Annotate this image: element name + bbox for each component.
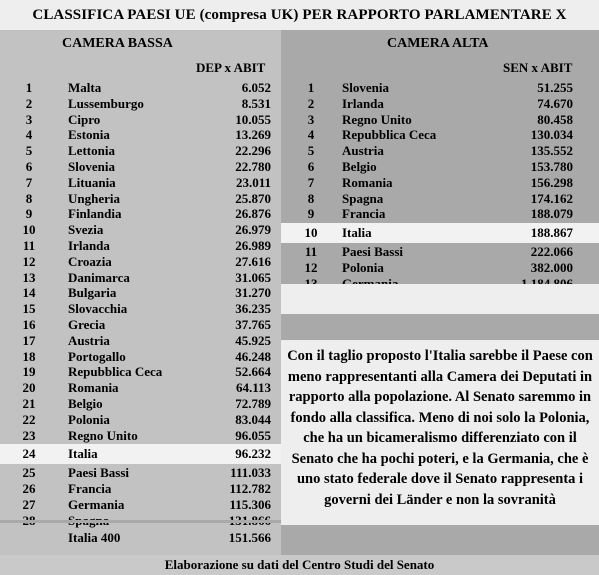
country-cell: Estonia bbox=[68, 127, 110, 143]
table-row bbox=[0, 80, 281, 96]
table-row bbox=[0, 333, 281, 349]
country-cell: Bulgaria bbox=[68, 285, 117, 301]
ratio-cell: 25.870 bbox=[235, 190, 271, 206]
note-text: Con il taglio proposto l'Italia sarebbe il Paese con meno rappresentanti alla Camera dei Deputati in rapporto alla popolazione. Al Senato saremmo in fondo alla classifica. Meno di noi solo la Polonia, che ha un bicameralismo differenziato con il Senato che ha pochi poteri, e la Germania, che è uno stato federale dove il Senato rappresenta i governi dei Länder e non la sovranità bbox=[287, 348, 593, 508]
ratio-cell: 111.033 bbox=[230, 465, 271, 481]
table-row bbox=[0, 143, 281, 159]
divider bbox=[0, 520, 281, 523]
ratio-cell: 96.055 bbox=[235, 427, 271, 443]
ratio-cell: 46.248 bbox=[235, 348, 271, 364]
country-cell: Regno Unito bbox=[342, 111, 412, 127]
ratio-cell: 222.066 bbox=[530, 244, 573, 259]
country-cell: Lussemburgo bbox=[68, 95, 144, 111]
country-cell: Svezia bbox=[68, 222, 104, 238]
rank-cell: 6 bbox=[25, 159, 33, 174]
ratio-cell: 96.232 bbox=[235, 446, 271, 462]
country-cell: Austria bbox=[342, 143, 384, 159]
ratio-cell: 31.270 bbox=[235, 285, 271, 301]
ratio-cell: 8.531 bbox=[241, 95, 271, 111]
country-cell: Danimarca bbox=[68, 269, 130, 285]
rank-cell: 1 bbox=[307, 80, 315, 95]
country-cell: Germania bbox=[68, 496, 125, 512]
rank-cell: 8 bbox=[307, 190, 315, 206]
rank-cell: 25 bbox=[22, 465, 36, 481]
ratio-cell: 72.789 bbox=[235, 396, 271, 411]
rank-cell: 4 bbox=[307, 127, 315, 143]
country-cell: Francia bbox=[342, 206, 386, 222]
country-cell: Irlanda bbox=[342, 95, 384, 111]
table-row bbox=[281, 260, 599, 276]
ratio-cell: 6.052 bbox=[241, 80, 271, 95]
table-row bbox=[281, 96, 599, 112]
table-row bbox=[0, 238, 281, 254]
country-cell: Slovacchia bbox=[68, 301, 128, 317]
country-cell: Francia bbox=[68, 481, 112, 496]
rank-cell: 11 bbox=[22, 238, 36, 253]
ratio-cell: 52.664 bbox=[235, 364, 271, 380]
table-row bbox=[0, 428, 281, 444]
ratio-cell: 26.979 bbox=[235, 222, 271, 238]
rank-cell: 18 bbox=[22, 348, 36, 364]
table-row bbox=[0, 465, 281, 481]
country-cell: Paesi Bassi bbox=[342, 244, 404, 259]
bottom-right-block bbox=[281, 525, 599, 555]
country-cell: Irlanda bbox=[68, 238, 110, 253]
country-cell: Belgio bbox=[68, 396, 103, 411]
country-cell: Italia bbox=[342, 225, 372, 241]
sen-x-abit-header: SEN x ABIT bbox=[503, 60, 573, 75]
rank-cell: 6 bbox=[307, 159, 315, 174]
country-cell: Spagna bbox=[342, 190, 384, 206]
country-cell: Repubblica Ceca bbox=[68, 364, 163, 380]
rank-cell: 13 bbox=[22, 269, 36, 285]
country-cell: Portogallo bbox=[68, 348, 126, 364]
rank-cell: 26 bbox=[22, 481, 36, 496]
camera-alta-panel bbox=[281, 30, 599, 287]
table-row bbox=[0, 481, 281, 497]
table-row bbox=[0, 444, 281, 464]
country-cell: Romania bbox=[342, 174, 393, 190]
ratio-cell: 115.306 bbox=[229, 496, 271, 512]
table-row bbox=[0, 112, 281, 128]
rank-cell: 12 bbox=[304, 259, 318, 275]
table-row bbox=[281, 159, 599, 175]
rank-cell: 20 bbox=[22, 380, 36, 396]
rank-cell: 7 bbox=[307, 174, 315, 190]
table-row bbox=[0, 301, 281, 317]
rank-cell: 14 bbox=[22, 285, 36, 301]
country-cell: Austria bbox=[68, 332, 110, 348]
ratio-cell: 74.670 bbox=[537, 95, 573, 111]
rank-cell: 5 bbox=[307, 143, 315, 159]
table-row bbox=[281, 112, 599, 128]
table-row bbox=[0, 175, 281, 191]
source-footer: Elaborazione su dati del Centro Studi del Senato bbox=[0, 555, 599, 575]
rank-cell: 27 bbox=[22, 496, 36, 512]
italia-proposal-row bbox=[0, 530, 281, 546]
country-cell: Repubblica Ceca bbox=[342, 127, 437, 143]
ratio-cell: 156.298 bbox=[530, 174, 573, 190]
table-row bbox=[0, 285, 281, 301]
rank-cell: 1 bbox=[25, 80, 33, 95]
table-row bbox=[0, 270, 281, 286]
rank-cell: 12 bbox=[22, 253, 36, 269]
table-row bbox=[281, 223, 599, 243]
camera-bassa-heading: CAMERA BASSA bbox=[62, 36, 173, 51]
camera-bassa-panel bbox=[0, 30, 281, 555]
ratio-cell: 22.296 bbox=[235, 143, 271, 159]
ratio-cell: 130.034 bbox=[530, 127, 573, 143]
ratio-cell: 80.458 bbox=[537, 111, 573, 127]
rank-cell: 16 bbox=[22, 317, 36, 332]
dep-x-abit-header: DEP x ABIT bbox=[196, 60, 266, 75]
country-cell: Malta bbox=[68, 80, 102, 95]
ratio-cell: 13.269 bbox=[235, 127, 271, 143]
country-cell: Polonia bbox=[342, 259, 384, 275]
country-cell: Polonia bbox=[68, 411, 110, 427]
rank-cell: 17 bbox=[22, 332, 36, 348]
ratio-cell: 36.235 bbox=[235, 301, 271, 317]
country-cell: Grecia bbox=[68, 317, 106, 332]
country-cell: Finlandia bbox=[68, 206, 122, 222]
country-cell: Croazia bbox=[68, 253, 112, 269]
rank-cell: 2 bbox=[25, 95, 33, 111]
table-row bbox=[281, 127, 599, 143]
rank-cell: 7 bbox=[25, 174, 33, 190]
note-box bbox=[281, 342, 599, 552]
rank-cell: 5 bbox=[25, 143, 33, 159]
ratio-cell: 112.782 bbox=[229, 481, 271, 496]
country-cell: Lituania bbox=[68, 174, 116, 190]
table-row bbox=[0, 96, 281, 112]
rank-cell: 2 bbox=[307, 95, 315, 111]
page-title: CLASSIFICA PAESI UE (compresa UK) PER RAPPORTO PARLAMENTARE X bbox=[0, 0, 599, 30]
proposal-value: 151.566 bbox=[228, 530, 271, 545]
ratio-cell: 26.876 bbox=[235, 206, 271, 222]
country-cell: Ungheria bbox=[68, 190, 120, 206]
table-row bbox=[0, 364, 281, 380]
ratio-cell: 188.867 bbox=[530, 225, 573, 241]
table-row bbox=[281, 191, 599, 207]
country-cell: Paesi Bassi bbox=[68, 465, 130, 481]
table-row bbox=[0, 254, 281, 270]
rank-cell: 10 bbox=[22, 222, 36, 238]
ratio-cell: 51.255 bbox=[537, 80, 573, 95]
rank-cell: 9 bbox=[307, 206, 315, 222]
rank-cell: 10 bbox=[304, 225, 318, 241]
table-row bbox=[0, 206, 281, 222]
country-cell: Lettonia bbox=[68, 143, 115, 159]
rank-cell: 9 bbox=[25, 206, 33, 222]
rank-cell: 4 bbox=[25, 127, 33, 143]
rank-cell: 23 bbox=[22, 427, 36, 443]
country-cell: Romania bbox=[68, 380, 119, 396]
table-row bbox=[281, 175, 599, 191]
country-cell: Cipro bbox=[68, 111, 101, 127]
rank-cell: 8 bbox=[25, 190, 33, 206]
table-row bbox=[0, 412, 281, 428]
rank-cell: 3 bbox=[307, 111, 315, 127]
ratio-cell: 64.113 bbox=[235, 380, 271, 396]
ratio-cell: 188.079 bbox=[530, 206, 573, 222]
table-row bbox=[0, 396, 281, 412]
rank-cell: 3 bbox=[25, 111, 33, 127]
ratio-cell: 45.925 bbox=[235, 332, 271, 348]
country-cell: Slovenia bbox=[68, 159, 115, 174]
rank-cell: 11 bbox=[304, 244, 318, 259]
table-row bbox=[0, 349, 281, 365]
country-cell: Italia bbox=[68, 446, 98, 462]
ratio-cell: 27.616 bbox=[235, 253, 271, 269]
table-row bbox=[281, 80, 599, 96]
table-row bbox=[0, 497, 281, 513]
table-row bbox=[281, 244, 599, 260]
italia-200-row-bg bbox=[281, 284, 599, 314]
ratio-cell: 135.552 bbox=[530, 143, 573, 159]
proposal-label: Italia 400 bbox=[68, 530, 121, 545]
ratio-cell: 31.065 bbox=[235, 269, 271, 285]
table-row bbox=[0, 222, 281, 238]
rank-cell: 21 bbox=[22, 396, 36, 411]
ratio-cell: 174.162 bbox=[530, 190, 573, 206]
spacer-block bbox=[281, 314, 599, 340]
ratio-cell: 10.055 bbox=[235, 111, 271, 127]
country-cell: Belgio bbox=[342, 159, 377, 174]
rank-cell: 24 bbox=[22, 446, 36, 462]
rank-cell: 15 bbox=[22, 301, 36, 317]
table-row bbox=[0, 380, 281, 396]
ratio-cell: 22.780 bbox=[235, 159, 271, 174]
country-cell: Regno Unito bbox=[68, 427, 138, 443]
ratio-cell: 382.000 bbox=[530, 259, 573, 275]
ratio-cell: 153.780 bbox=[530, 159, 573, 174]
ratio-cell: 37.765 bbox=[235, 317, 271, 332]
table-row bbox=[0, 127, 281, 143]
country-cell: Slovenia bbox=[342, 80, 389, 95]
table-row bbox=[281, 143, 599, 159]
ratio-cell: 26.989 bbox=[235, 238, 271, 253]
table-row bbox=[0, 191, 281, 207]
ratio-cell: 83.044 bbox=[235, 411, 271, 427]
table-row bbox=[281, 206, 599, 222]
table-row bbox=[0, 159, 281, 175]
ratio-cell: 23.011 bbox=[235, 174, 271, 190]
rank-cell: 22 bbox=[22, 411, 36, 427]
table-row bbox=[0, 317, 281, 333]
camera-alta-heading: CAMERA ALTA bbox=[387, 36, 489, 51]
rank-cell: 19 bbox=[22, 364, 36, 380]
